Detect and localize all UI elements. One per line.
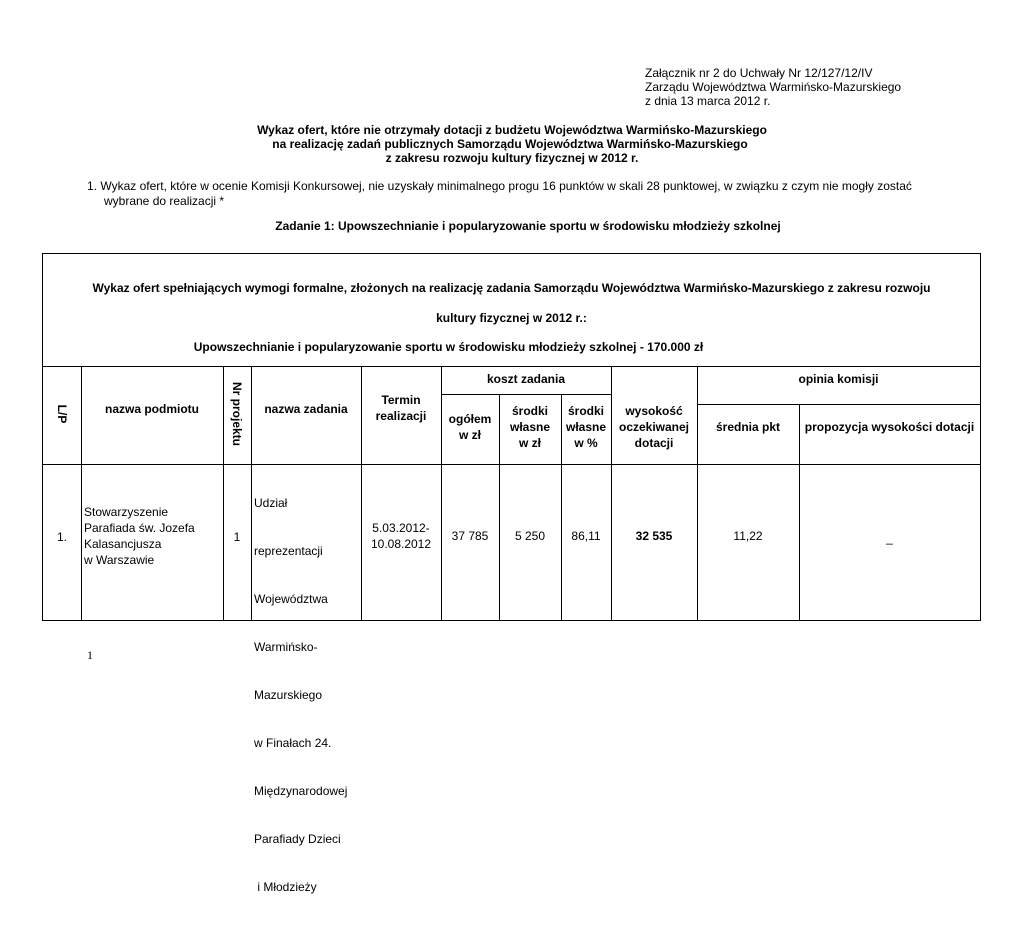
row-1-zadanie-line: i Młodzieży xyxy=(254,880,317,894)
task-title: Zadanie 1: Upowszechnianie i popularyzowanie sportu w środowisku młodzieży szkolnej xyxy=(275,219,781,233)
row-1-podmiot-line: w Warszawie xyxy=(84,553,155,567)
row-1-podmiot-line: Parafiada św. Jozefa xyxy=(84,521,195,535)
row-1-srodki-zl: 5 250 xyxy=(514,529,546,543)
row-1-zadanie-line: Mazurskiego xyxy=(254,688,323,702)
col-termin-header xyxy=(361,392,441,424)
col-nr-projektu-header: Nr projektu xyxy=(230,381,244,446)
column-divider xyxy=(223,366,224,620)
list-item-1-line-2: wybrane do realizacji * xyxy=(104,194,225,208)
list-item-1 xyxy=(87,179,912,209)
table-divider xyxy=(697,404,980,405)
col-srodki-proc-line: własne xyxy=(565,420,607,434)
row-1-termin-line: 5.03.2012- xyxy=(372,521,430,535)
row-1-zadanie-line: Parafiady Dzieci xyxy=(254,832,341,846)
row-1-srednia: 11,22 xyxy=(733,529,763,543)
col-termin-line: Termin xyxy=(381,393,421,407)
col-wysokosc-line: oczekiwanej xyxy=(618,420,690,434)
row-1-podmiot-line: Stowarzyszenie xyxy=(84,505,169,519)
col-wysokosc-line: dotacji xyxy=(634,436,674,450)
offers-table xyxy=(42,253,981,894)
col-srodki-zl-header xyxy=(499,403,561,451)
col-ogolem-header xyxy=(441,411,499,443)
row-1-zadanie-line: Warmińsko- xyxy=(254,640,318,654)
row-1-zadanie-line: reprezentacji xyxy=(254,544,323,558)
page-number: 1 xyxy=(87,648,93,662)
table-header-line-2: kultury fizycznej w 2012 r.: xyxy=(436,311,587,325)
row-1-termin-line: 10.08.2012 xyxy=(370,537,432,551)
row-1-termin xyxy=(361,520,441,552)
annex-header xyxy=(645,66,901,108)
title-line-2: na realizację zadań publicznych Samorządu Województwa Warmińsko-Mazurskiego xyxy=(272,137,748,151)
row-1-zadanie-line: w Finałach 24. xyxy=(254,736,332,750)
col-propozycja-header: propozycja wysokości dotacji xyxy=(804,420,975,434)
col-srodki-proc-line: środki xyxy=(567,404,604,418)
col-wysokosc-header xyxy=(611,403,697,451)
row-1-wysokosc: 32 535 xyxy=(635,529,673,543)
table-header-line-1: Wykaz ofert spełniających wymogi formalne, złożonych na realizację zadania Samorządu Województwa Warmińsko-Mazurskiego z zakresu rozwoju xyxy=(92,281,931,295)
row-1-nr: 1 xyxy=(233,530,241,544)
col-srednia-header: średnia pkt xyxy=(715,420,781,434)
row-1-propozycja: _ xyxy=(886,531,893,545)
row-1-podmiot-line: Kalasancjusza xyxy=(84,537,162,551)
table-divider xyxy=(43,366,980,367)
col-lp-header: L/P xyxy=(55,404,69,424)
row-1-zadanie xyxy=(254,463,359,927)
col-termin-line: realizacji xyxy=(375,409,427,423)
title-line-3: z zakresu rozwoju kultury fizycznej w 2012 r. xyxy=(385,151,639,165)
table-divider xyxy=(441,394,611,395)
list-item-1-line-1: 1. Wykaz ofert, które w ocenie Komisji Konkursowej, nie uzyskały minimalnego progu 16 punktów w skali 28 punktowej, w związku z czym nie mogły zostać xyxy=(87,179,912,193)
col-ogolem-line: ogółem xyxy=(448,412,492,426)
col-ogolem-line: w zł xyxy=(458,428,481,442)
row-1-podmiot xyxy=(84,504,222,568)
column-divider xyxy=(441,366,442,620)
col-srodki-proc-header xyxy=(561,403,611,451)
col-srodki-proc-line: w % xyxy=(574,436,598,450)
row-1-zadanie-line: Międzynarodowej xyxy=(254,784,348,798)
column-divider xyxy=(697,366,698,620)
col-wysokosc-line: wysokość xyxy=(625,404,683,418)
annex-line-3: z dnia 13 marca 2012 r. xyxy=(645,94,771,108)
col-opinia-header: opinia komisji xyxy=(798,372,879,386)
row-1-zadanie-line: Udział xyxy=(254,496,288,510)
title-line-1: Wykaz ofert, które nie otrzymały dotacji z budżetu Województwa Warmińsko-Mazurskiego xyxy=(257,123,767,137)
col-podmiot-header: nazwa podmiotu xyxy=(105,402,199,416)
col-zadanie-header: nazwa zadania xyxy=(264,402,348,416)
col-srodki-zl-line: środki xyxy=(511,404,548,418)
table-header-line-3: Upowszechnianie i popularyzowanie sportu w środowisku młodzieży szkolnej - 170.000 zł xyxy=(193,340,704,354)
col-srodki-zl-line: własne xyxy=(509,420,551,434)
table-divider xyxy=(43,464,980,465)
col-srodki-zl-line: w zł xyxy=(518,436,541,450)
annex-line-2: Zarządu Województwa Warmińsko-Mazurskiego xyxy=(645,80,902,94)
annex-line-1: Załącznik nr 2 do Uchwały Nr 12/127/12/IV xyxy=(645,66,873,80)
row-1-lp: 1. xyxy=(56,530,67,544)
row-1-srodki-proc: 86,11 xyxy=(571,529,601,543)
col-koszt-header: koszt zadania xyxy=(486,372,566,386)
column-divider xyxy=(799,404,800,620)
row-1-ogolem: 37 785 xyxy=(451,529,489,543)
row-1-zadanie-line: Województwa xyxy=(254,592,328,606)
